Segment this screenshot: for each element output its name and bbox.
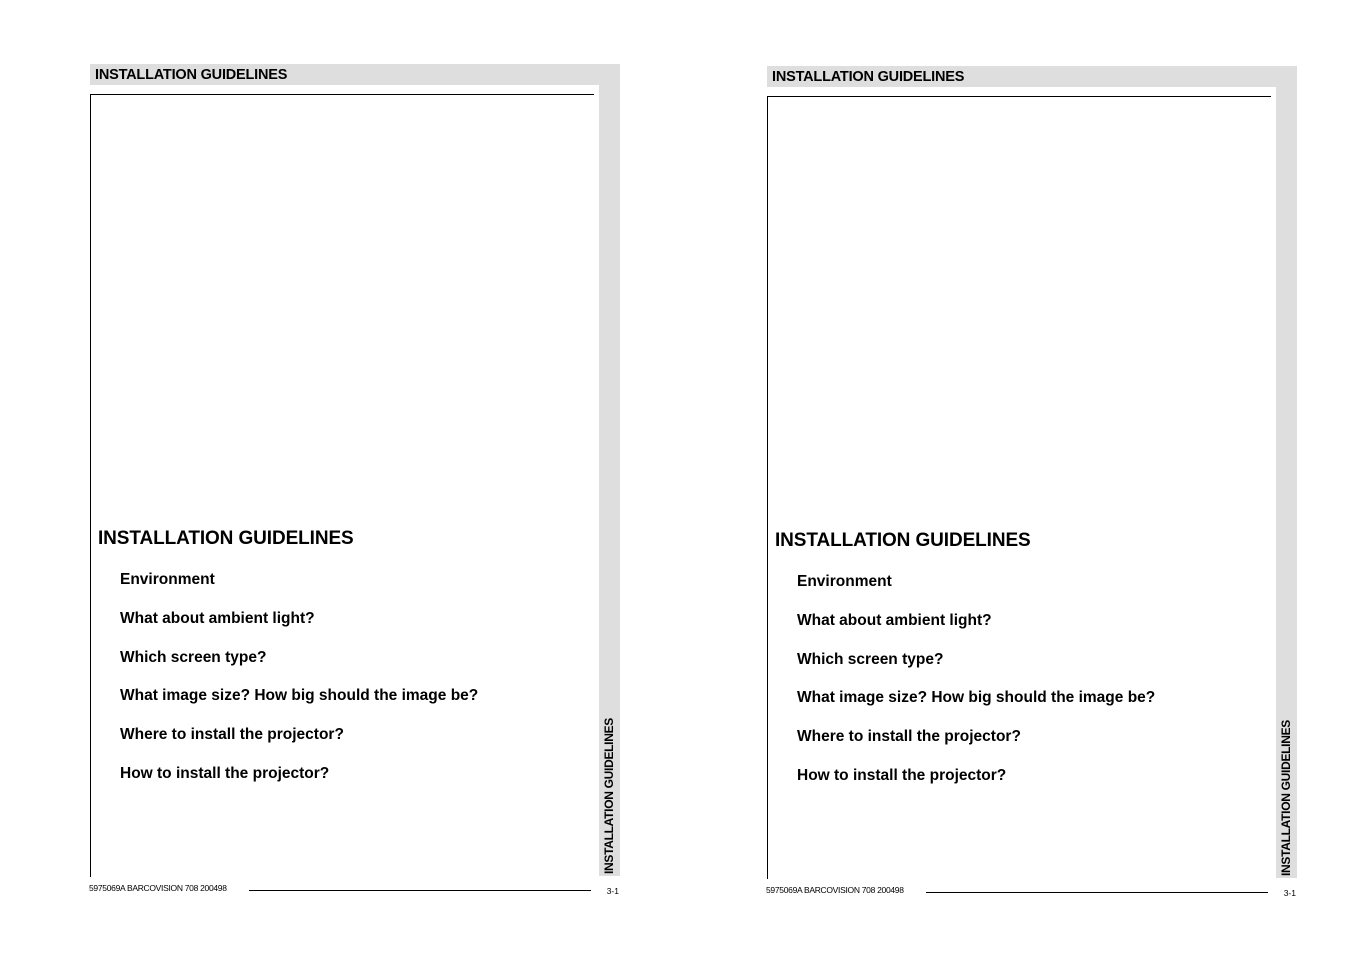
side-tab-label-container [1276, 696, 1297, 876]
topic-item: Environment [120, 571, 215, 588]
side-tab-label: INSTALLATION GUIDELINES [601, 718, 616, 874]
frame-left-rule [90, 94, 91, 877]
page-header-title: INSTALLATION GUIDELINES [772, 69, 965, 85]
topic-item: What image size? How big should the image be? [797, 689, 1156, 707]
topic-list [775, 572, 1265, 805]
page-footer [89, 883, 621, 897]
document-page-right [759, 64, 1299, 904]
topic-item: What image size? How big should the image be? [120, 687, 479, 705]
topic-item: Where to install the projector? [120, 726, 344, 744]
footer-rule [249, 890, 591, 891]
topic-item: What about ambient light? [120, 609, 315, 627]
footer-page-number: 3-1 [606, 886, 619, 896]
document-page-left [82, 62, 622, 902]
frame-top-rule [90, 94, 594, 95]
footer-rule [926, 892, 1268, 893]
chapter-contents [98, 528, 588, 803]
chapter-side-tab [599, 64, 620, 876]
chapter-side-tab [1276, 66, 1297, 878]
topic-item: How to install the projector? [120, 764, 330, 782]
side-tab-label: INSTALLATION GUIDELINES [1278, 720, 1293, 876]
footer-document-code: 5975069A BARCOVISION 708 200498 [89, 883, 227, 893]
topic-item: Which screen type? [120, 648, 267, 666]
topic-item: Which screen type? [797, 650, 944, 668]
topic-item: How to install the projector? [797, 766, 1007, 784]
topic-item: Where to install the projector? [797, 728, 1021, 746]
chapter-title: INSTALLATION GUIDELINES [775, 530, 1031, 551]
chapter-title: INSTALLATION GUIDELINES [98, 528, 354, 549]
topic-item: Environment [797, 573, 892, 590]
page-footer [766, 885, 1298, 899]
topic-item: What about ambient light? [797, 611, 992, 629]
side-tab-label-container [599, 694, 620, 874]
page-header-title: INSTALLATION GUIDELINES [95, 67, 288, 83]
footer-page-number: 3-1 [1283, 888, 1296, 898]
frame-top-rule [767, 96, 1271, 97]
page-header-bar [767, 66, 1284, 87]
topic-list [98, 570, 588, 803]
page-header-bar [90, 64, 607, 85]
frame-left-rule [767, 96, 768, 879]
chapter-contents [775, 530, 1265, 805]
footer-document-code: 5975069A BARCOVISION 708 200498 [766, 885, 904, 895]
